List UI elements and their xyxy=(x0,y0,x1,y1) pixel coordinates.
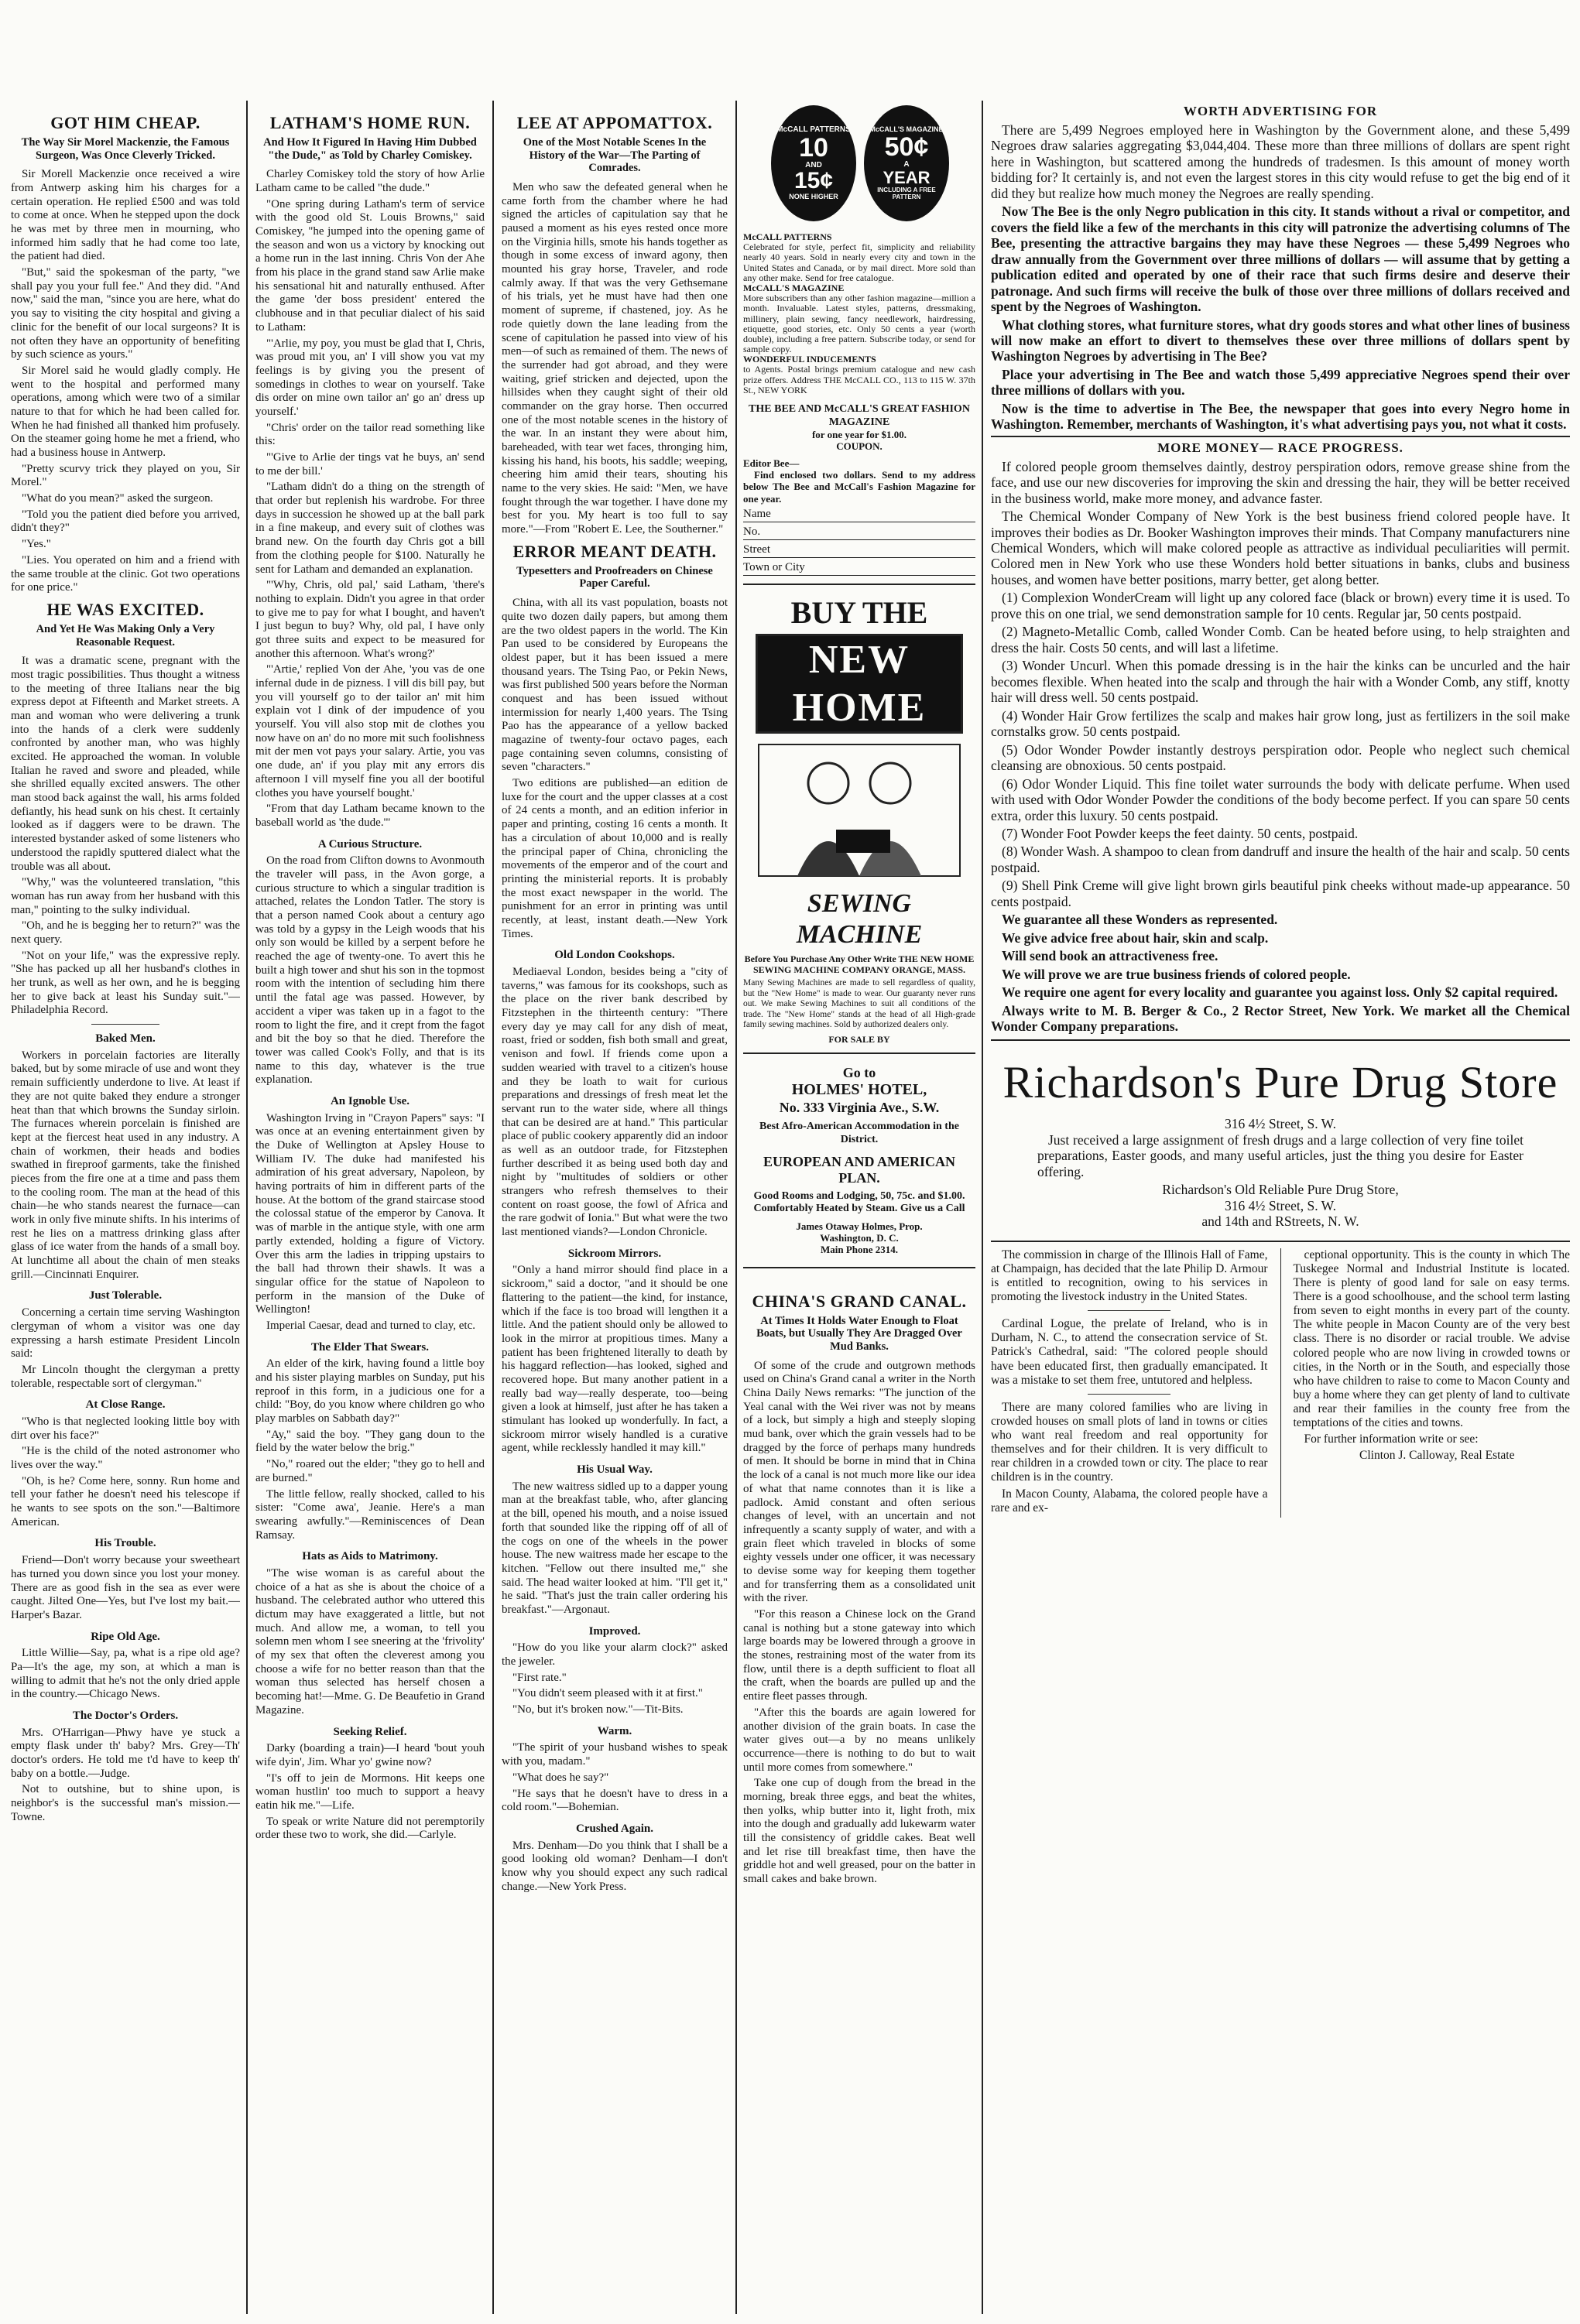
paragraph: "'Arlie, my poy, you must be glad that I, Chris, was proud mit you, an' I vill show you vat my feelings is by giving you the present of somedings in clothes to wear on yourself. Take dis order on mine own tailor an' go an' dress up yourself.' xyxy=(255,337,485,418)
headline: ERROR MEANT DEATH. xyxy=(512,541,717,561)
badge-text: 15¢ xyxy=(793,168,834,194)
list-item: (6) Odor Wonder Liquid. This fine toilet water surrounds the body with delicate perfume. When used with used with Odor Wonder Powder the conditions of the body become perfect. If you can spare 50 cents extra, order this luxury. 50 cents postpaid. xyxy=(991,775,1570,823)
paragraph: "Lies. You operated on him and a friend with the same trouble at the clinic. Got two operations for one price." xyxy=(11,553,240,594)
ad-line: Main Phone 2314. xyxy=(820,1244,899,1256)
deck: And Yet He Was Making Only a Very Reasonable Request. xyxy=(36,622,215,649)
column-rule xyxy=(1280,1248,1281,1518)
paragraph: "He says that he doesn't have to dress in a cold room."—Bohemian. xyxy=(502,1787,728,1814)
ad-body: More subscribers than any other fashion magazine—million a month. Invaluable. Latest styles, patterns, dressmaking, millinery, plain sewing, fancy needlework, hairdressing, etiquette, good stories, etc. Only 50 cents a year (worth double), including a free pattern. Subscribe today, or send for sample copy. xyxy=(743,293,975,355)
paragraph: Of some of the crude and outgrown methods used on China's Grand canal a writer in the North China Daily News remarks: "The junction of the Yeal canal with the Wei river was not by means of a lock, but simply a high and steeply sloping mud bank, over which the grain vessels had to be dragged by the force of perhaps many hundreds of men. It should be borne in mind that in China the lock of a canal is not much more like our idea of what that name connotes than it is like a padlock. Amid constant and often serious changes of level, with an uncertain and not infrequently a scanty supply of water, and with a grain fleet which traveled in blocks of some eighty vessels under one officer, it was necessary to devise some way for keeping them together and for transferring them as a consolidated unit with the river. xyxy=(743,1359,975,1605)
ad-headline: WORTH ADVERTISING FOR xyxy=(1183,104,1378,118)
paragraph: "Yes." xyxy=(22,538,51,551)
paragraph: There are many colored families who are living in crowded houses on small plots of land in towns or cities who want real freedom and real opportunity for themselves and for their children. It is very difficult to rear children in a crowded town or city. The place to rear children is in the country. xyxy=(991,1400,1268,1484)
divider xyxy=(743,1052,975,1054)
subheadline: Warm. xyxy=(597,1724,632,1737)
paragraph: The commission in charge of the Illinois Hall of Fame, at Champaign, has decided that the late Philip D. Armour is entitled to recognition, owing to his services in promoting the livestock industry in the United States. xyxy=(991,1248,1268,1304)
paragraph: "One spring during Latham's term of service with the good old St. Louis Browns," said Comiskey, "he jumped into the opening game of the season and won us a victory by knocking out a home run in the last inning. Chris Von der Ahe from his place in the grand stand saw Arlie make his sensational hit and naturally enthused. After the game 'der boss president' entered the clubhouse and in that peculiar dialect of his said to Latham: xyxy=(255,197,485,334)
paragraph: "The wise woman is as careful about the choice of a hat as she is about the choice of a husband. The celebrated author who uttered this dictum may have exaggerated a little, but not much. And allow me, a woman, to tell you solemn men whom I see sneering at the 'frivolity' of my sex that often the cleverest among you choose a wife for no better reason than that the woman thus selected has herself chosen a becoming hat!—Mme. G. De Beaufetio in Grand Magazine. xyxy=(255,1566,485,1716)
paragraph: The little fellow, really shocked, called to his sister: "Come awa', Jeanie. Here's a man swearing awfully."—Reminiscences of Dean Ramsay. xyxy=(255,1487,485,1542)
paragraph: ceptional opportunity. This is the county in which The Tuskegee Normal and Industrial Institute is located. There is plenty of good land for sale on easy terms. There is a good schoolhouse, and the school term lasting from seven to eight months in every part of the county. The white people in Macon County are of the very best class. There is no disorder or racial trouble. We advise colored people who are now living in crowded towns or cities, in the North or in the South, and especially those who have children to raise to come to Macon County and buy a home where they can get plenty of land to cultivate and rear their families in the county free from the temptations of the cities and towns. xyxy=(1293,1248,1570,1430)
ad-line: Good Rooms and Lodging, 50, 75c. and $1.00. Comfortably Heated by Steam. Give us a Call xyxy=(753,1189,965,1215)
paragraph: Now is the time to advertise in The Bee, the newspaper that goes into every Negro home in Washington. Remember, merchants of Washington, it's what advertising pays you, not what it costs. xyxy=(991,400,1570,433)
paragraph: Two editions are published—an edition de luxe for the court and the upper classes at a cost of 24 cents a month, and an edition inferior in paper and printing, costing 16 cents a month. It has a circulation of about 10,000 and is really the principal paper of China, chronicling the movements of the emperor and of the court and printing the ministerial reports. It is probably the most exact newspaper in the world. The punishment for an error in printing was until recently, at least, instant death.—New York Times. xyxy=(502,777,728,940)
paragraph: "'Why, Chris, old pal,' said Latham, 'there's nothing to explain. Didn't you agree in that order to give me to pay for what I bought, and haven't I just begun to buy? Why, old pal, I have only got three suits and expect to be measured for another this afternoon. What's wrong?' xyxy=(255,579,485,660)
paragraph: "I's off to jein de Mormons. Hit keeps one woman hustlin' too much to support a heavy eatin hik me."—Life. xyxy=(255,1771,485,1812)
badge-text: YEAR xyxy=(883,167,931,187)
deck: And How It Figured In Having Him Dubbed "the Dude," as Told by Charley Comiskey. xyxy=(263,135,477,162)
column-2 xyxy=(255,108,485,2314)
paragraph: Charley Comiskey told the story of how Arlie Latham came to be called "the dude." xyxy=(255,168,485,194)
hotel-address: No. 333 Virginia Ave., S.W. xyxy=(779,1099,940,1115)
ad-line: James Otaway Holmes, Prop. xyxy=(796,1220,923,1232)
separator xyxy=(1088,1394,1170,1395)
paragraph: "'Artie,' replied Von der Ahe, 'you vas de one infernal dude in de pizness. I vill dis bill pay, but you vill yourself go to der tailor an' mit him explain vot I dink of der impudence of you yourself. You vill also stop mit de clothes you now have on an' do no more mit such foolishness mit der men vot pays your salary. Artie, you vas one dude, an' if you play mit any errors dis afternoon I vill myself fine you all der bootiful clothes you have yourself bought.' xyxy=(255,663,485,799)
badge-text: INCLUDING A FREE PATTERN xyxy=(877,186,936,201)
column-rule xyxy=(492,101,494,2314)
subheadline: The Elder That Swears. xyxy=(311,1340,429,1354)
column-rule xyxy=(246,101,248,2314)
paragraph: Washington Irving in "Crayon Papers" says: "I was once at an evening entertainment given by the Duke of Wellington at Apsley House to William IV. The duke had manifested his admiration of his great adversary, Napoleon, by having portraits of him in different parts of the house. At the bottom of the grand staircase stood the colossal statue of the emperor by Canova. It was of marble in the antique style, with one arm partly extended, holding a figure of Victory. Over this arm the ladies in tripping upstairs to the ball had thrown their shawls. It was a singular office for the statue of Napoleon to perform in the mansion of the Duke of Wellington! xyxy=(255,1111,485,1316)
name-field[interactable] xyxy=(743,505,975,522)
paragraph: "Told you the patient died before you arrived, didn't they?" xyxy=(11,508,240,535)
paragraph: "He is the child of the noted astronomer who lives over the way." xyxy=(11,1445,240,1472)
subheadline: His Usual Way. xyxy=(577,1463,653,1477)
badge-text: NONE HIGHER xyxy=(789,193,838,201)
enclosed-text: Find enclosed two dollars. Send to my address below The Bee and McCall's Fashion Magazine for one year. xyxy=(743,469,975,505)
paragraph: "You didn't seem pleased with it at first." xyxy=(512,1687,703,1700)
paragraph: "What do you mean?" asked the surgeon. xyxy=(22,492,214,505)
field-label: Street xyxy=(743,543,770,556)
ad-title: McCALL PATTERNS xyxy=(743,231,832,242)
paragraph: "Pretty scurvy trick they played on you, Sir Morel." xyxy=(11,462,240,489)
paragraph: An elder of the kirk, having found a little boy and his sister playing marbles on Sunday, put his reproof in this form, in a judicious one for a child: "Boy, do you know where children go who play marbles on Sabbath day?" xyxy=(255,1357,485,1426)
badge-text: 10 xyxy=(799,132,828,163)
paragraph: "No, but it's broken now."—Tit-Bits. xyxy=(512,1703,684,1716)
paragraph: "First rate." xyxy=(512,1671,567,1684)
headline: HE WAS EXCITED. xyxy=(46,599,204,619)
subheadline: At Close Range. xyxy=(85,1398,166,1412)
subheadline: Seeking Relief. xyxy=(333,1725,407,1738)
subheadline: A Curious Structure. xyxy=(317,837,423,851)
ad-body: Many Sewing Machines are made to sell regardless of quality, but the "New Home" is made to wear. Our guaranty never runs out. We make Sewing Machines to suit all conditions of the trade. The "New Home" stands at the head of all High-grade family sewing machines. Sold by authorized dealers only. xyxy=(743,978,975,1030)
paragraph: Place your advertising in The Bee and watch those 5,499 appreciative Negroes spend their over three millions of dollars with you. xyxy=(991,366,1570,399)
deck: Typesetters and Proofreaders on Chinese Paper Careful. xyxy=(516,564,713,590)
headline: CHINA'S GRAND CANAL. xyxy=(752,1291,967,1311)
badge-text: 50¢ xyxy=(884,132,929,162)
paragraph: Always write to M. B. Berger & Co., 2 Rector Street, New York. We market all the Chemical Wonder Company preparations. xyxy=(991,1002,1570,1035)
drug-store-title: Richardson's Pure Drug Store xyxy=(1002,1056,1558,1107)
holmes-hotel-ad xyxy=(743,1065,975,1256)
ad-line: Best Afro-American Accommodation in the District. xyxy=(759,1121,959,1145)
paragraph: "Latham didn't do a thing on the strength of that order but replenish his wardrobe. For three days in succession he showed up at the ball park in a fine makeup, and every suit of clothes was brand new. On the fourth day Chris got a bill from the clothing people for $100. Naturally he sent for Latham and demanded an explanation. xyxy=(255,481,485,576)
list-item: (3) Wonder Uncurl. When this pomade dressing is in the hair the kinks can be uncurled and the hair becomes flexible. When heated into the scalp and through the hair with a Wonder Comb, any stiff, knotty hair will dress well. 50 cents postpaid. xyxy=(991,658,1570,706)
subheadline: Crushed Again. xyxy=(575,1822,654,1835)
subheadline: His Trouble. xyxy=(94,1537,156,1550)
paragraph: For further information write or see: xyxy=(1304,1432,1479,1446)
column-rule xyxy=(982,101,983,2314)
paragraph: We guarantee all these Wonders as represented. xyxy=(1002,912,1278,928)
drug-sign: 316 4½ Street, S. W. xyxy=(1225,1197,1336,1213)
paragraph: Imperial Caesar, dead and turned to clay, etc. xyxy=(266,1319,475,1332)
deck: The Way Sir Morel Mackenzie, the Famous Surgeon, Was Once Cleverly Tricked. xyxy=(21,135,230,162)
ad-line: Go to xyxy=(842,1065,876,1081)
list-item: (1) Complexion WonderCream will light up any colored face (black or brown) every time it is used. To prove this on one trial, we send demonstration sample for 10 cents. Regular jar, 50 cents postpaid. xyxy=(991,590,1570,621)
editor-line: Editor Bee— xyxy=(743,457,800,469)
paragraph: Concerning a certain time serving Washington clergyman of whom a visitor was one day expressing a harsh estimate President Lincoln said: xyxy=(11,1306,240,1361)
badge-text: McCALL'S MAGAZINE xyxy=(869,125,944,134)
street-field[interactable] xyxy=(743,540,975,558)
badge-text: A xyxy=(903,159,910,169)
coupon-offer xyxy=(743,403,975,453)
column-4 xyxy=(743,101,975,2306)
paragraph: Take one cup of dough from the bread in the morning, break three eggs, and beat the whites, then yolks, whip butter into it, light froth, mix into the dough and gradually add lukewarm water till the consistency of griddle cakes. Beat well and let rise till breakfast time, then have the griddle hot and well greased, pour on the batter in small cakes and bake brown. xyxy=(743,1777,975,1886)
column-3 xyxy=(502,108,728,2314)
paragraph: Sir Morel said he would gladly comply. He went to the hospital and performed many operations, among which were two of a similar nature to that for which he had been called for. When he had finished all thanked him profusely. On the steamer going home he met a friend, who had a business house in Antwerp. xyxy=(11,364,240,460)
list-item: (2) Magneto-Metallic Comb, called Wonder Comb. Can be heated before using, to help straighten and dress the hair. Costs 50 cents, and will last a lifetime. xyxy=(991,624,1570,655)
for-sale: FOR SALE BY xyxy=(828,1033,890,1045)
list-item: (4) Wonder Hair Grow fertilizes the scalp and makes hair grow long, just as fertilizers in the soil make cornstalks grow. 50 cents postpaid. xyxy=(991,707,1570,740)
town-field[interactable] xyxy=(743,558,975,576)
paragraph: Now The Bee is the only Negro publication in this city. It stands without a rival or competitor, and covers the field like a few of the merchants in this city will patronize the advertising columns of The Bee, presenting the attractive bargains they may have these Negroes — these 5,499 Negroes who draw annually from the Government over three millions of dollars — will assume that by getting a publication edited and operated by one of their race that such firms desire and deserve their patronage. And such firms will receive the bulk of those over three millions of dollars received and spent by the Negroes of Washington. xyxy=(991,204,1570,315)
number-field[interactable] xyxy=(743,522,975,540)
drug-address: 316 4½ Street, S. W. xyxy=(1225,1116,1336,1132)
paragraph: The Chemical Wonder Company of New York is the best business friend colored people have. It improves their bodies as Dr. Booker Washington improves their minds. That Company manufacturers nine Chemical Wonders, which will make colored people as attractive as individual peculiarities will permit. Colored men in New York who use these Wonders hold better situations in banks, clubs and business houses, and women have better positions, marry better, get along better. xyxy=(991,508,1570,587)
deck: One of the Most Notable Scenes In the History of the War—The Parting of Comrades. xyxy=(523,135,707,175)
ad-title: WONDERFUL INDUCEMENTS xyxy=(743,354,876,365)
divider xyxy=(743,584,975,585)
paragraph: We require one agent for every locality and guarantee you against loss. Only $2 capital required. xyxy=(1002,984,1558,1001)
paragraph: Friend—Don't worry because your sweetheart has turned you down since you lost your money. There are as good fish in the sea as ever were caught. Jilted One—Yes, but I've lost my bait.—Harper's Bazar. xyxy=(11,1554,240,1621)
column-1 xyxy=(11,108,240,2314)
subheadline: Just Tolerable. xyxy=(88,1289,163,1302)
ad-headline: BUY THE xyxy=(790,595,928,630)
list-item: (5) Odor Wonder Powder instantly destroys perspiration odor. People who neglect such chemical cleansing are obnoxious. 50 cents postpaid. xyxy=(991,741,1570,774)
paragraph: There are 5,499 Negroes employed here in Washington by the Government alone, and these 5,499 Negroes draw salaries aggregating $3,044,404. These more than three millions of dollars are spent right here in Washington, but scattered among the hundreds of tradesmen. Is this amount of money worth bidding for? It certainly is, and not even the largest stores in this city would refuse to get the big end of it did they but realize how much money the Negroes are really spending. xyxy=(991,122,1570,201)
column-rule xyxy=(735,101,737,2314)
subheadline: Sickroom Mirrors. xyxy=(567,1247,662,1260)
separator xyxy=(91,1024,160,1025)
mccall-patterns-badge xyxy=(771,105,856,221)
paragraph: "How do you like your alarm clock?" asked the jeweler. xyxy=(502,1641,728,1669)
list-item: (8) Wonder Wash. A shampoo to clean from dandruff and insure the health of the hair and scalp. 50 cents postpaid. xyxy=(991,844,1570,875)
bottom-columns xyxy=(991,1248,1570,1518)
paragraph: On the road from Clifton downs to Avonmouth the traveler will pass, in the Avon gorge, a curious structure to which a singular tradition is attached, relates the London Tatler. The story is that a person named Cook about a century ago was told by a gypsy in the Leigh woods that his only son would be killed by a serpent before he reached the age of twenty-one. To avert this he built a high tower and shut his son in the topmost room with the intention of secluding him there until the fatal age was passed. However, by accident a viper was taken up in a fagot to the room to light the fire, and it crept from the fagot and bit the boy so that he died. Therefore the tower was called Cook's Folly, and that is its name to this day, whatever is the true explanation. xyxy=(255,854,485,1087)
divider xyxy=(991,1039,1570,1041)
paragraph: "Why," was the volunteered translation, "this woman has run away from her husband with this man," pointing to the sulky individual. xyxy=(11,876,240,916)
page-top-edge xyxy=(0,0,1580,14)
field-label: Name xyxy=(743,508,771,521)
paragraph: Cardinal Logue, the prelate of Ireland, who is in Durham, N. C., to attend the consecration service of St. Patrick's Cathedral, said: "The colored people should have been educated first, then gradually emancipated. It was a mistake to set them free, untutored and helpless. xyxy=(991,1317,1268,1387)
paragraph: To speak or write Nature did not peremptorily order these two to work, she did.—Carlyle. xyxy=(255,1815,485,1842)
paragraph: "But," said the spokesman of the party, "we shall pay you your full fee." And they did. "And now," said the man, "since you are here, what do you say to visiting the city hospital and giving a clinic for the benefit of our local surgeons? It is not often they have an opportunity of benefiting by such science as yours." xyxy=(11,266,240,361)
divider xyxy=(743,1267,975,1268)
paragraph: "Only a hand mirror should find place in a sickroom," said a doctor, "and it should be one flattering to the patient—the kind, for instance, which if the face is too broad will lengthen it a little. And the patient should only be allowed to look in the mirror at propitious times. Many a patient has been frightened literally to death by his haggard reflection—has looked, sighed and recovered hope. But many another patient in a really bad way—really desperate, too—being given a look at himself, just after he has taken a stimulant has looked up wonderfully. In fact, a sickroom mirror wisely handled is a curative agent, while recklessly handled it may kill." xyxy=(502,1264,728,1455)
machine-shape xyxy=(836,830,890,853)
sewing-illustration-icon xyxy=(743,737,975,884)
paragraph: "From that day Latham became known to the baseball world as 'the dude.'" xyxy=(255,803,485,829)
paragraph: The new waitress sidled up to a dapper young man at the breakfast table, who, after glancing at the bill, opened his mouth, and a noise issued forth that sounded like the ripping off of all of the cogs on one of the wheels in the power house. The new waitress made her escape to the kitchen. "Fellow out there insulted me," she said. The head waiter looked at him. "I'll get it," he said. "That's just the train caller ordering his breakfast."—Argonaut. xyxy=(502,1480,728,1616)
divider xyxy=(991,1241,1570,1242)
badge-text: McCALL PATTERNS xyxy=(776,125,851,134)
mccall-magazine-badge xyxy=(864,105,949,221)
ad-title: McCALL'S MAGAZINE xyxy=(743,282,845,293)
subheadline: The Doctor's Orders. xyxy=(72,1710,179,1723)
subheadline: An Ignoble Use. xyxy=(330,1094,410,1107)
subheadline: Hats as Aids to Matrimony. xyxy=(302,1550,438,1563)
paragraph: "After this the boards are again lowered for another division of the grain boats. In case the water gives out—a by no means unlikely occurrence—there is nothing to do but to wait until more comes from somewhere." xyxy=(743,1706,975,1774)
paragraph: "Ay," said the boy. "They gang doun to the field by the water below the brig." xyxy=(255,1428,485,1455)
paragraph: Sir Morell Mackenzie once received a wire from Antwerp asking him his charges for a certain operation. He replied £500 and was told to come at once. When he stepped upon the dock he was met by three men in mourning, who informed him sadly that he had come too late, the patient had died. xyxy=(11,168,240,263)
paragraph: "Oh, and he is begging her to return?" was the next query. xyxy=(11,919,240,946)
paragraph: Not to outshine, but to shine upon, is neighbor's is the successful man's mission.—Towne. xyxy=(11,1783,240,1823)
paragraph: Little Willie—Say, pa, what is a ripe old age? Pa—It's the age, my son, at which a man is willing to admit that he's not the only dried apple in the country.—Chicago News. xyxy=(11,1647,240,1701)
column-5 xyxy=(991,101,1570,2306)
subheadline: Old London Cookshops. xyxy=(554,949,675,962)
paragraph: "Not on your life," was the expressive reply. "She has packed up all her husband's clothes in her trunk, as well as her own, and he is begging her to give back at least his Sunday suit."—Philadelphia Record. xyxy=(11,949,240,1017)
badge-text: AND xyxy=(805,160,822,169)
paragraph: "Who is that neglected looking little boy with dirt over his face?" xyxy=(11,1415,240,1442)
offer-title: THE BEE AND McCALL'S GREAT FASHION MAGAZINE xyxy=(749,403,970,428)
paragraph: Mrs. Denham—Do you think that I shall be a good looking old woman? Denham—I don't know why you should expect any such radical change.—New York Press. xyxy=(502,1839,728,1893)
paragraph: "For this reason a Chinese lock on the Grand canal is nothing but a stone gateway into which large boards may be lowered through a groove in the stones, restraining most of the water from its flow, until there is a depth sufficient to float all the craft, when the boards are pulled up and the entire fleet passes through. xyxy=(743,1608,975,1703)
drug-body: Just received a large assignment of fresh drugs and a large collection of very fine toilet preparations, Easter goods, and many useful articles, just the thing you desire for Easter offering. xyxy=(1037,1131,1523,1179)
sewing-machine-ad xyxy=(743,594,975,1045)
paragraph: "Oh, is he? Come here, sonny. Run home and tell your father he doesn't need his telescope if he wants to see spots on the son."—Baltimore American. xyxy=(11,1474,240,1528)
ad-headline: MORE MONEY— RACE PROGRESS. xyxy=(1157,440,1403,455)
headline: LATHAM'S HOME RUN. xyxy=(269,113,471,132)
separator xyxy=(1088,1310,1170,1311)
paragraph: We give advice free about hair, skin and scalp. xyxy=(1002,929,1269,946)
field-label: No. xyxy=(743,525,761,539)
hotel-name: HOLMES' HOTEL, xyxy=(791,1081,927,1099)
headline: GOT HIM CHEAP. xyxy=(50,113,200,132)
paragraph: "The spirit of your husband wishes to speak with you, madam." xyxy=(502,1741,728,1768)
paragraph: "Chris' order on the tailor read something like this: xyxy=(255,421,485,448)
paragraph: China, with all its vast population, boasts not quite two dozen daily papers, but among them are the two oldest papers in the world. The Kin Pan used to be considered by Europeans the oldest paper, but it has been issued a mere thousand years. The Tsing Pao, or Pekin News, was first published 500 years before the Norman conquest and has been issued without intermission for nearly 1,400 years. The Tsing Pao has the appearance of a yellow backed magazine of twenty-four octavo pages, each page containing seven columns, consisting of seven "characters." xyxy=(502,597,728,774)
paragraph: "What does he say?" xyxy=(512,1771,609,1784)
offer-sub: for one year for $1.00. xyxy=(811,429,907,441)
deck: At Times It Holds Water Enough to Float Boats, but Usually They Are Dragged Over Mud Banks. xyxy=(756,1314,962,1353)
paragraph: Mediaeval London, besides being a "city of taverns," was famous for its cookshops, such as the place on the river bank described by Fitzstephen in the thirteenth century: "There every day ye may call for any dish of meat, roast, fried or sodden, fish both small and great, venison and fowl. If friends come upon a sudden wearied with travel to a citizen's house and they be loath to wait for curious preparations and dressings of fresh meat let the servant run to the water side, where all things that can be desired are at hand." This particular place of public cookery apparently did an indoor as well as an outdoor trade, for Fitzstephen further described it as being used both day and night by "multitudes of soldiers or other strangers who refresh themselves to their content on roast goose, the fowl of Africa and the rare godwit of Ionia." But what were the two last mentioned viands?—London Chronicle. xyxy=(502,966,728,1239)
paragraph: Clinton J. Calloway, Real Estate xyxy=(1359,1449,1515,1463)
ad-line: EUROPEAN AND AMERICAN PLAN. xyxy=(763,1154,955,1186)
ad-body: Before You Purchase Any Other Write THE NEW HOME SEWING MACHINE COMPANY ORANGE, MASS. xyxy=(744,953,975,975)
paragraph: It was a dramatic scene, pregnant with the most tragic possibilities. Thus thought a witness to the meeting of three Italians near the big express depot at Fifteenth and Market streets. A man and woman who were delivering a trunk into the hands of a clerk were suddenly confronted by another man, who was highly excited. He approached the woman. In voluble Italian he raved and swore and pleaded, while she shrilled equally excited answers. The other man stood back against the wall, his arms folded defiantly, his head sunk on his chest. It certainly looked as if daggers were to be drawn. The interested bystander asked of some listeners who understood the rapidly sputtered dialect what the trouble was all about. xyxy=(11,655,240,873)
paragraph: We will prove we are true business friends of colored people. xyxy=(1002,966,1351,982)
paragraph: If colored people groom themselves daintly, destroy perspiration odors, remove grease shine from the face, and use our new discoveries for improving the skin and dressing the hair, they will be better received in the business world, make more money, and advance faster. xyxy=(991,458,1570,506)
paragraph: Men who saw the defeated general when he came forth from the chamber where he had signed the articles of capitulation say that he paused a moment as his eyes rested once more on the Virginia hills, smote his hands together as though in some excess of inward agony, then mounted his gray horse, Traveler, and rode calmly away. If that was the very Gethsemane of his trials, yet he must have had then one moment of supreme, if chastened, joy. As he rode quietly down the lane leading from the scene of capitulation he passed into view of his men—of such as remained of them. The news of the surrender had got abroad, and they were waiting, grief stricken and dejected, upon the hillsides when they caught sight of their old commander on the gray horse. Then occurred one of the most notable scenes in the history of the war. In an instant they were about him, bareheaded, with tear wet faces, thronging him, kissing his hand, his boots, his saddle; weeping, cheering him amid their tears, shouting his name to the very skies. He said: "Men, we have fought through the war together. I have done my best for you. My heart is too full to say more."—From "Robert E. Lee, the Southerner." xyxy=(502,180,728,536)
illustration-frame xyxy=(759,744,960,876)
paragraph: "'Give to Arlie der tings vat he buys, an' send to me der bill.' xyxy=(255,451,485,477)
list-item: (9) Shell Pink Creme will give light brown girls beautiful pink cheeks without made-up appearance. 50 cents postpaid. xyxy=(991,878,1570,909)
paragraph: Mr Lincoln thought the clergyman a pretty tolerable, respectable sort of clergyman." xyxy=(11,1363,240,1390)
subheadline: Ripe Old Age. xyxy=(91,1630,160,1643)
mccall-badges xyxy=(743,101,975,232)
new-home-logo: NEW HOME xyxy=(756,634,963,734)
drug-sign: and 14th and RStreets, N. W. xyxy=(1201,1213,1359,1230)
coupon-form xyxy=(743,457,975,576)
paragraph: Workers in porcelain factories are literally baked, but by some miracle of use and wont they remain sufficiently underdone to live. At least if they are not quite baked they endure a stronger heat than that which browns the Sunday sirloin. The furnaces wherein porcelain is finished are kept at the fiercest heat used in any industry. A chain of workmen, their heads and bodies swathed in fireproof garments, take the finished pieces from the fire one at a time and pass them to the cooling room. The man at the head of this chain—he who stands nearest the furnace—can work in only five minute shifts. In his interims of rest he lies on a mattress drinking glass after glass of ice water from the hands of a small boy. At lunchtime all about the chain of men steaks grill.—Cincinnati Enquirer. xyxy=(11,1049,240,1281)
paragraph: Will send book an attractiveness free. xyxy=(1002,948,1218,964)
list-item: (7) Wonder Foot Powder keeps the feet dainty. 50 cents, postpaid. xyxy=(1002,825,1359,841)
divider xyxy=(991,436,1570,437)
paragraph: Mrs. O'Harrigan—Phwy have ye stuck a empty flask under th' baby? Mrs. Grey—Th' doctor's orders. He told me t'd have to keep th' baby on a bottle.—Judge. xyxy=(11,1726,240,1780)
ad-body: to Agents. Postal brings premium catalogue and new cash prize offers. Address THE McCALL CO., 113 to 115 W. 37th St., NEW YORK xyxy=(743,364,975,395)
paragraph: In Macon County, Alabama, the colored people have a rare and ex- xyxy=(991,1487,1268,1515)
bottom-left-column xyxy=(991,1248,1268,1518)
mccall-ad-text xyxy=(743,232,975,395)
drug-sign: Richardson's Old Reliable Pure Drug Store, xyxy=(1162,1182,1399,1198)
paragraph: Darky (boarding a train)—I heard 'bout youh wife dyin', Jim. Whar yo' gwine now? xyxy=(255,1742,485,1768)
ad-headline: SEWING MACHINE xyxy=(796,888,923,949)
subheadline: Improved. xyxy=(588,1624,641,1638)
paragraph: What clothing stores, what furniture stores, what dry goods stores and what other lines of business will now make an effort to divert to themselves these over three millions of dollars spent by Washington Negroes by advertising in The Bee? xyxy=(991,317,1570,365)
paragraph: "No," roared out the elder; "they go to hell and are burned." xyxy=(255,1458,485,1484)
subheadline: Baked Men. xyxy=(95,1032,156,1046)
coupon-label: COUPON. xyxy=(836,440,883,453)
headline: LEE AT APPOMATTOX. xyxy=(516,113,713,132)
field-label: Town or City xyxy=(743,561,805,574)
bottom-right-column xyxy=(1294,1248,1571,1518)
ad-body: Celebrated for style, perfect fit, simplicity and reliability nearly 40 years. Sold in nearly every city and town in the United States and Canada, or by mail direct. More sold than any other make. Send for free catalogue. xyxy=(743,241,975,283)
ad-line: Washington, D. C. xyxy=(820,1232,899,1244)
